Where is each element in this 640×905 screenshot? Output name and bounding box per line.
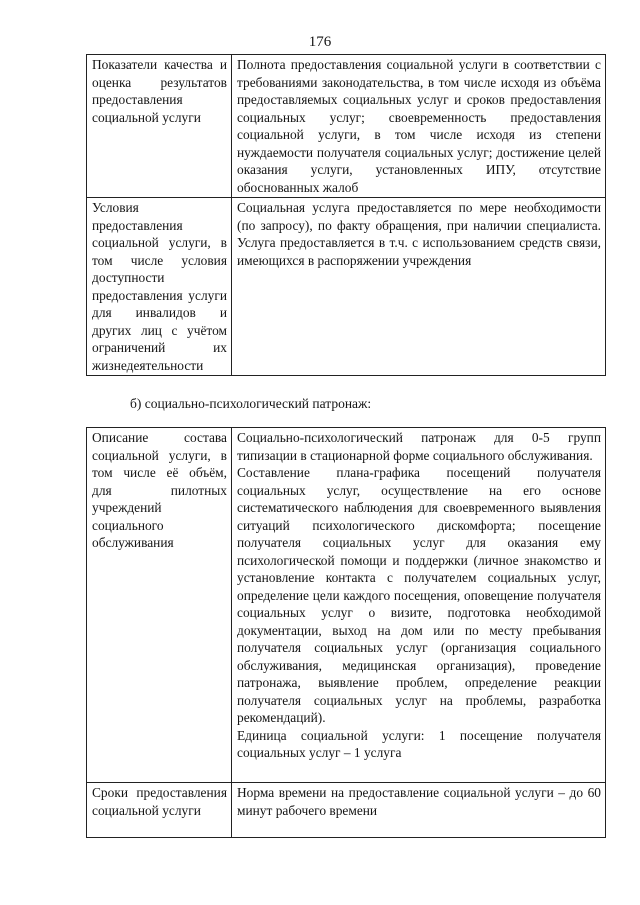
table-row: [87, 428, 606, 783]
table-row: [87, 198, 606, 376]
table-row: [87, 783, 606, 838]
row-label-description: Описание состава социальной услуги, в том числе её объём, для пилотных учреждений социального обслуживания: [87, 428, 232, 783]
row-text-quality: Полнота предоставления социальной услуги в соответствии с требованиями законодательства, в том числе исходя из объёма предоставляемых социальных услуг и сроков предоставления социальных услуг; своевременность предоставления социальной услуги, в том числе исходя из степени нуждаемости получателя социальных услуг; достижение целей оказания услуги, установленных ИПУ, отсутствие обоснованных жалоб: [232, 55, 606, 198]
page-number: 176: [308, 34, 332, 50]
psychological-patronage-table: [86, 427, 606, 838]
description-paragraph: Составление плана-графика посещений получателя социальных услуг, осуществление на его основе систематического наблюдения для своевременного выявления ситуаций психологического дискомфорта; посещение получателя социальных услуг для оказания ему психологической помощи и поддержки (личное знакомство и установление контакта с получателем социальных услуг, определение цели каждого посещения, оповещение получателя социальных услуг о визите, подготовка необходимой документации, выход на дом или по месту пребывания получателя социальных услуг (организация социального обслуживания, медицинская организация), проведение патронажа, выявление проблем, определение реакции получателя социальных услуг на проблемы, разработка рекомендаций).: [237, 465, 601, 725]
row-label-quality: Показатели качества и оценка результатов предоставления социальной услуги: [87, 55, 232, 198]
description-paragraph: Единица социальной услуги: 1 посещение получателя социальных услуг – 1 услуга: [237, 727, 601, 760]
row-label-terms: Сроки предоставления социальной услуги: [87, 783, 232, 838]
section-subheading: б) социально-психологический патронаж:: [130, 396, 372, 411]
table-row: [87, 55, 606, 198]
row-label-conditions: Условия предоставления социальной услуги, в том числе условия доступности предоставления услуги для инвалидов и других лиц с учётом ограничений их жизнедеятельности: [87, 198, 232, 376]
row-text-description: [232, 428, 606, 783]
quality-conditions-table: [86, 54, 606, 376]
row-text-terms: Норма времени на предоставление социальной услуги – до 60 минут рабочего времени: [232, 783, 606, 838]
row-text-conditions: Социальная услуга предоставляется по мере необходимости (по запросу), по факту обращения, при наличии специалиста. Услуга предоставляется в т.ч. с использованием средств связи, имеющихся в распоряжении учреждения: [232, 198, 606, 376]
description-paragraph: Социально-психологический патронаж для 0-5 групп типизации в стационарной форме социального обслуживания.: [237, 430, 601, 463]
